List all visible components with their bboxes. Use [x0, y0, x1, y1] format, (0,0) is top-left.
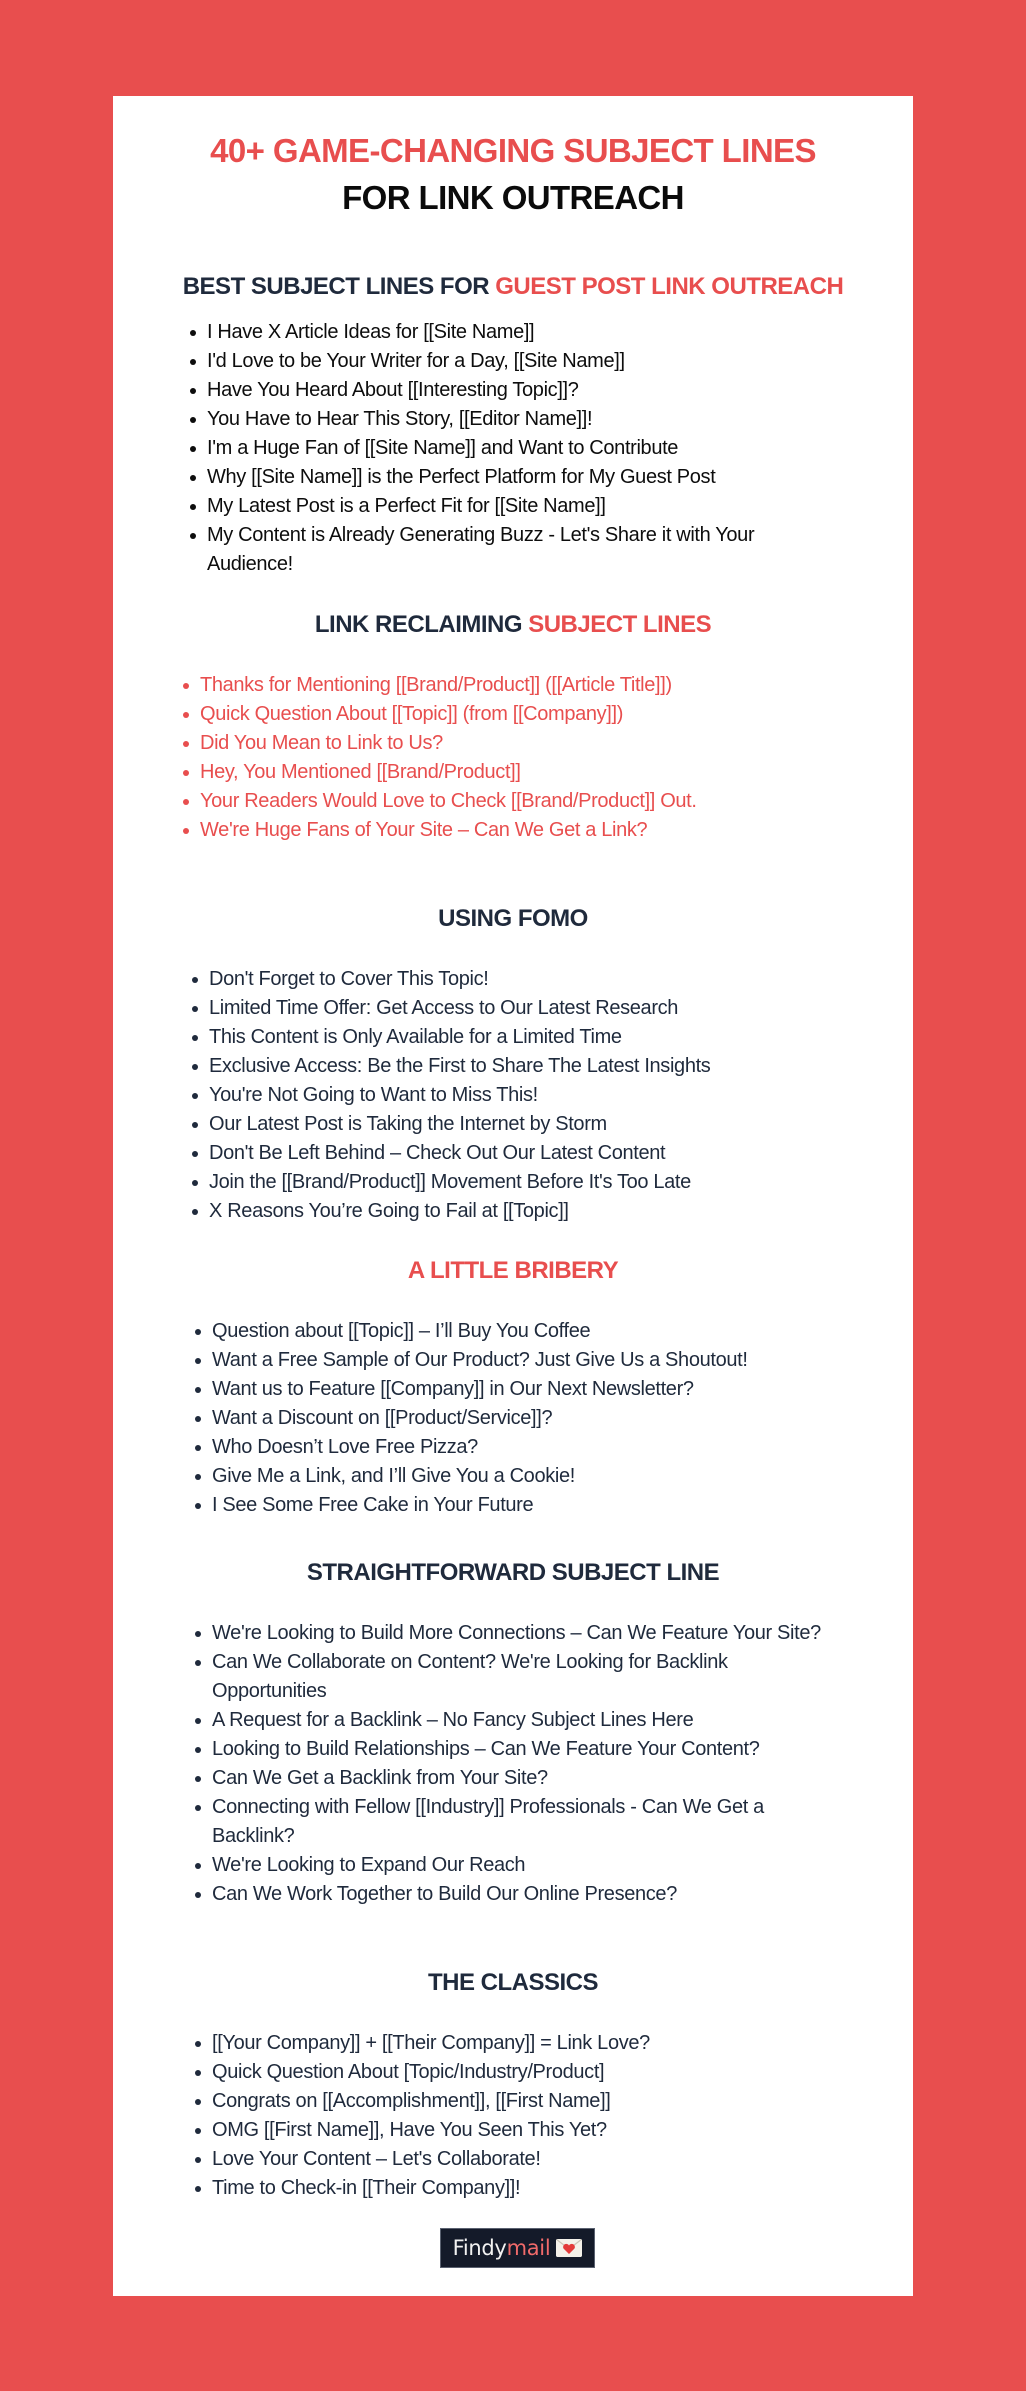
list-item: Don't Forget to Cover This Topic! — [192, 965, 842, 994]
guest-post-list — [190, 318, 840, 579]
list-item: Want us to Feature [[Company]] in Our Next Newsletter? — [195, 1375, 845, 1404]
list-item: Can We Get a Backlink from Your Site? — [195, 1764, 835, 1793]
section-heading-straightforward: STRAIGHTFORWARD SUBJECT LINE — [306, 1559, 720, 1586]
list-item: Want a Free Sample of Our Product? Just Give Us a Shoutout! — [195, 1346, 845, 1375]
title-line-1: 40+ GAME-CHANGING SUBJECT LINES — [210, 132, 816, 169]
list-item: Looking to Build Relationships – Can We Feature Your Content? — [195, 1735, 835, 1764]
title-line-2: FOR LINK OUTREACH — [342, 179, 684, 216]
list-item: Join the [[Brand/Product]] Movement Before It's Too Late — [192, 1168, 842, 1197]
list-item: Can We Work Together to Build Our Online Presence? — [195, 1880, 835, 1909]
section-heading-classics: THE CLASSICS — [427, 1969, 598, 1996]
list-item: X Reasons You’re Going to Fail at [[Topic]] — [192, 1197, 842, 1226]
list-item: Why [[Site Name]] is the Perfect Platform for My Guest Post — [190, 463, 840, 492]
heading-accent: SUBJECT LINES — [528, 611, 712, 638]
list-item: Exclusive Access: Be the First to Share The Latest Insights — [192, 1052, 842, 1081]
list-item: We're Huge Fans of Your Site – Can We Get a Link? — [183, 816, 843, 845]
section-heading-guest-post — [113, 272, 913, 302]
infographic-card — [113, 96, 913, 2296]
list-item: Can We Collaborate on Content? We're Looking for Backlink Opportunities — [195, 1648, 835, 1706]
envelope-heart-icon — [556, 2239, 582, 2257]
list-item: Quick Question About [[Topic]] (from [[Company]]) — [183, 700, 843, 729]
list-item: You're Not Going to Want to Miss This! — [192, 1081, 842, 1110]
list-item: I'd Love to be Your Writer for a Day, [[Site Name]] — [190, 347, 840, 376]
list-item: [[Your Company]] + [[Their Company]] = Link Love? — [195, 2029, 845, 2058]
section-heading-link-reclaiming — [113, 610, 913, 640]
fomo-list — [192, 965, 842, 1226]
bribery-list — [195, 1317, 845, 1520]
list-item: Don't Be Left Behind – Check Out Our Latest Content — [192, 1139, 842, 1168]
list-item: A Request for a Backlink – No Fancy Subject Lines Here — [195, 1706, 835, 1735]
list-item: Want a Discount on [[Product/Service]]? — [195, 1404, 845, 1433]
list-item: Connecting with Fellow [[Industry]] Professionals - Can We Get a Backlink? — [195, 1793, 835, 1851]
list-item: This Content is Only Available for a Limited Time — [192, 1023, 842, 1052]
list-item: Quick Question About [Topic/Industry/Product] — [195, 2058, 845, 2087]
section-heading-bribery: A LITTLE BRIBERY — [407, 1257, 619, 1284]
list-item: Thanks for Mentioning [[Brand/Product]] ([[Article Title]]) — [183, 671, 843, 700]
list-item: Congrats on [[Accomplishment]], [[First Name]] — [195, 2087, 845, 2116]
list-item: I Have X Article Ideas for [[Site Name]] — [190, 318, 840, 347]
list-item: Limited Time Offer: Get Access to Our Latest Research — [192, 994, 842, 1023]
list-item: I See Some Free Cake in Your Future — [195, 1491, 845, 1520]
list-item: Question about [[Topic]] – I’ll Buy You Coffee — [195, 1317, 845, 1346]
list-item: You Have to Hear This Story, [[Editor Name]]! — [190, 405, 840, 434]
findymail-logo — [440, 2228, 595, 2268]
list-item: OMG [[First Name]], Have You Seen This Yet? — [195, 2116, 845, 2145]
list-item: Hey, You Mentioned [[Brand/Product]] — [183, 758, 843, 787]
heading-plain: LINK RECLAIMING — [314, 611, 529, 638]
link-reclaiming-list — [183, 671, 843, 845]
list-item: My Content is Already Generating Buzz - Let's Share it with Your Audience! — [190, 521, 840, 579]
list-item: Your Readers Would Love to Check [[Brand/Product]] Out. — [183, 787, 843, 816]
section-heading-fomo: USING FOMO — [438, 905, 588, 932]
heading-plain: BEST SUBJECT LINES FOR — [182, 273, 496, 300]
logo-wordmark — [453, 2236, 551, 2260]
logo-text-primary: Findy — [452, 2236, 507, 2260]
list-item: We're Looking to Build More Connections – Can We Feature Your Site? — [195, 1619, 835, 1648]
list-item: Have You Heard About [[Interesting Topic]]? — [190, 376, 840, 405]
list-item: Time to Check-in [[Their Company]]! — [195, 2174, 845, 2203]
classics-list — [195, 2029, 845, 2203]
list-item: I'm a Huge Fan of [[Site Name]] and Want to Contribute — [190, 434, 840, 463]
list-item: My Latest Post is a Perfect Fit for [[Site Name]] — [190, 492, 840, 521]
list-item: Give Me a Link, and I’ll Give You a Cookie! — [195, 1462, 845, 1491]
list-item: Our Latest Post is Taking the Internet by Storm — [192, 1110, 842, 1139]
straightforward-list — [195, 1619, 835, 1909]
list-item: We're Looking to Expand Our Reach — [195, 1851, 835, 1880]
logo-text-accent: mail — [506, 2236, 551, 2260]
list-item: Who Doesn’t Love Free Pizza? — [195, 1433, 845, 1462]
heading-accent: GUEST POST LINK OUTREACH — [495, 273, 844, 300]
list-item: Did You Mean to Link to Us? — [183, 729, 843, 758]
list-item: Love Your Content – Let's Collaborate! — [195, 2145, 845, 2174]
